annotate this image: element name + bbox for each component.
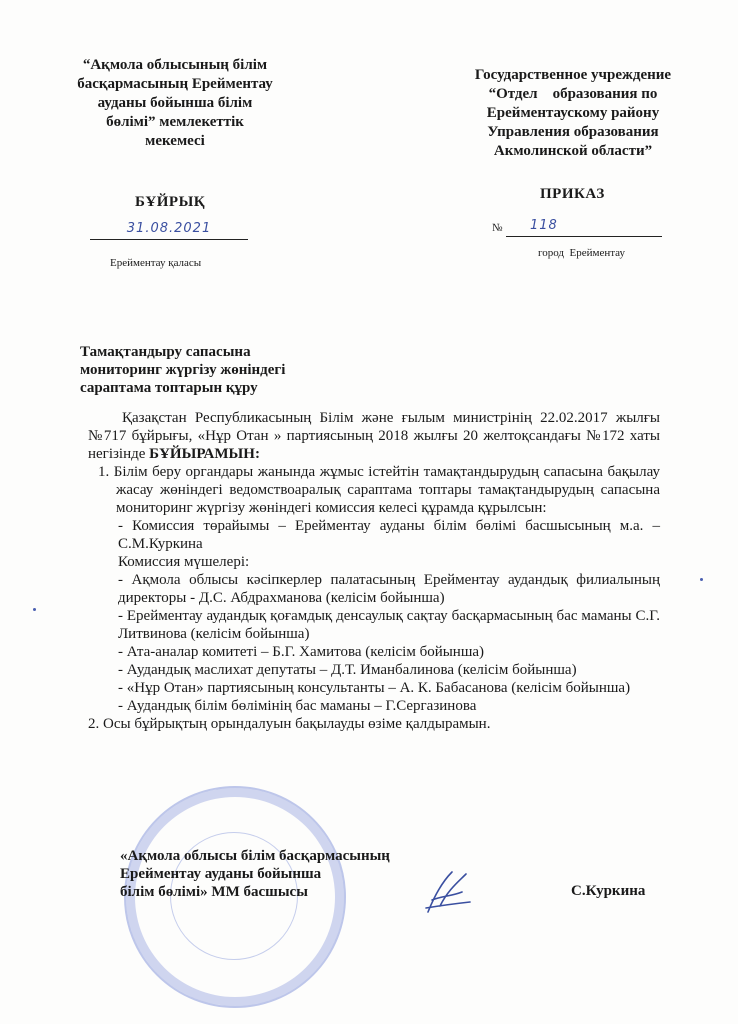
subject-line: мониторинг жүргізу жөніндегі xyxy=(80,362,286,378)
ink-dot xyxy=(700,578,703,581)
city-ru: город Ерейментау xyxy=(538,247,626,259)
order-subject xyxy=(80,343,340,397)
header-ru-line: Государственное учреждение xyxy=(474,67,672,83)
city-kz: Ерейментау қаласы xyxy=(110,257,202,269)
header-ru-line: Акмолинской области” xyxy=(493,143,653,159)
signatory-name: С.Куркина xyxy=(571,883,646,899)
commission-chair: - Комиссия төрайымы – Ерейментау ауданы білім бөлімі басшысының м.а. – С.М.Куркина xyxy=(118,518,660,552)
header-kz-line: ауданы бойынша білім xyxy=(97,95,253,111)
subject-line: Тамақтандыру сапасына xyxy=(80,344,251,360)
header-ru-line: Ерейментаускому району xyxy=(486,105,660,121)
commission-list xyxy=(88,517,660,715)
header-kz-institution xyxy=(60,56,290,151)
member-item: - Ата-аналар комитеті – Б.Г. Хамитова (келісім бойынша) xyxy=(118,644,485,660)
header-ru-institution xyxy=(438,66,708,161)
member-item: - Аудандық маслихат депутаты – Д.Т. Иманбалинова (келісім бойынша) xyxy=(118,662,577,678)
member-item: - «Нұр Отан» партиясының консультанты – А. К. Бабасанова (келісім бойынша) xyxy=(118,680,631,696)
number-sign: № xyxy=(492,222,503,234)
header-kz-line: мекемесі xyxy=(145,133,205,149)
signatory-title xyxy=(120,847,460,901)
signatory-line: Ерейментау ауданы бойынша xyxy=(120,866,322,882)
order-number-field xyxy=(492,220,662,238)
signatory-line: «Ақмола облысы білім басқармасының xyxy=(120,848,390,864)
member-item: - Ақмола облысы кәсіпкерлер палатасының Ерейментау аудандық филиалының директоры - Д.С. Абдрахманова (келісім бойынша) xyxy=(118,572,660,606)
order-body xyxy=(88,409,660,733)
order-title-ru: ПРИКАЗ xyxy=(540,186,605,202)
handwritten-signature xyxy=(418,862,478,922)
header-ru-line: “Отдел образования по xyxy=(488,86,658,102)
item-2: 2. Осы бұйрықтың орындалуын бақылауды өзіме қалдырамын. xyxy=(88,716,491,732)
handwritten-date: 31.08.2021 xyxy=(126,221,212,236)
signatory-line: білім бөлімі» ММ басшысы xyxy=(120,884,308,900)
number-underline xyxy=(506,220,662,237)
member-item: - Ерейментау аудандық қоғамдық денсаулық сақтау басқармасының бас маманы С.Г. Литвинова (келісім бойынша) xyxy=(118,608,660,642)
handwritten-number: 118 xyxy=(530,218,558,233)
ink-dot xyxy=(33,608,36,611)
header-kz-line: “Ақмола облысының білім xyxy=(82,57,268,73)
header-kz-line: басқармасының Ерейментау xyxy=(77,76,273,92)
item-1: 1. Білім беру органдары жанында жұмыс істейтін тамақтандырудың сапасына бақылау жасау жөніндегі ведомствоаралық сараптама топтары тамақтандырудың сапасына мониторинг жүргізу жөніндегі комиссия келесі құрамда құрылсын: xyxy=(98,464,660,516)
header-kz-line: бөлімі” мемлекеттік xyxy=(106,114,244,130)
member-item: - Аудандық білім бөлімінің бас маманы – Г.Сергазинова xyxy=(118,698,477,714)
intro-text: Қазақстан Республикасының Білім және ғылым министрінің 22.02.2017 жылғы №717 бұйрығы, «Нұр Отан » партиясының 2018 жылғы 20 желтоқсандағы №172 хаты негізінде xyxy=(88,410,660,462)
subject-line: сараптама топтарын құру xyxy=(80,380,258,396)
intro-paragraph xyxy=(88,409,660,463)
order-date-field xyxy=(90,219,248,240)
order-title-kz: БҰЙРЫҚ xyxy=(135,194,206,210)
intro-command: БҰЙЫРАМЫН: xyxy=(149,446,260,462)
header-ru-line: Управления образования xyxy=(487,124,659,140)
members-title: Комиссия мүшелері: xyxy=(118,554,250,570)
